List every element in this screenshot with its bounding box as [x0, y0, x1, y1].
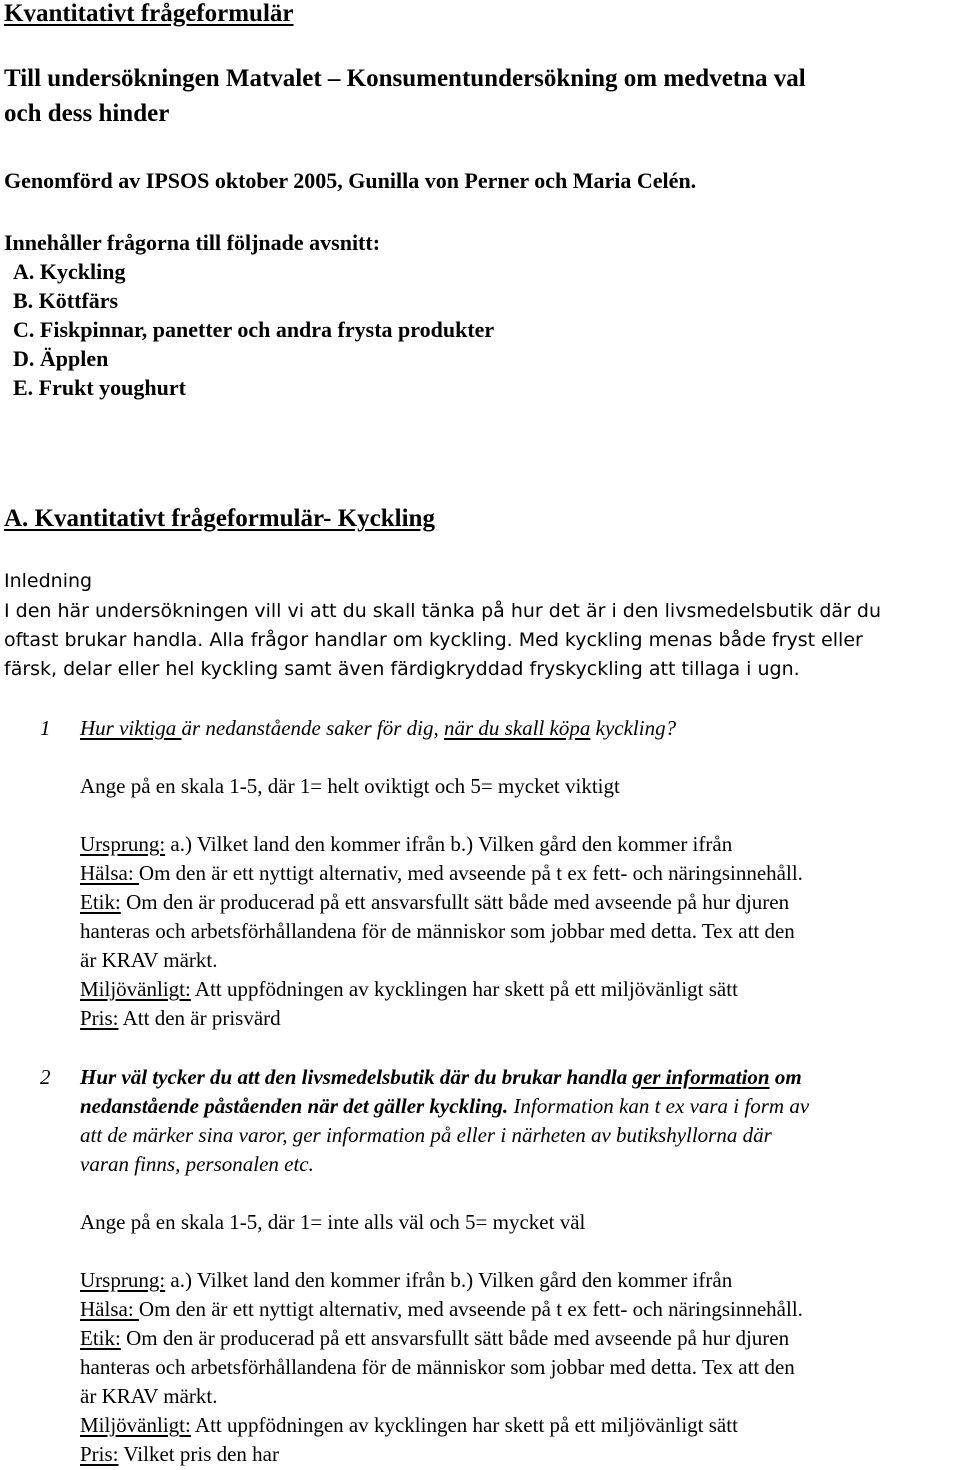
q2-bold-line-2: nedanstående påståenden när det gäller kyckling.	[80, 1094, 509, 1118]
question-1-part-2: är nedanstående saker för dig,	[181, 716, 444, 740]
q1-env-text: Att uppfödningen av kycklingen har skett på ett miljövänligt sätt	[190, 977, 738, 1001]
q2-health-text: Om den är ett nyttigt alternativ, med avseende på t ex fett- och näringsinnehåll.	[138, 1297, 803, 1321]
intro-line-1: I den här undersökningen vill vi att du skall tänka på hur det är i den livsmedelsbutik där du	[4, 600, 881, 622]
q2-criterion-health	[80, 1297, 803, 1322]
q1-price-label: Pris:	[80, 1006, 119, 1030]
question-1-part-4: kyckling?	[590, 716, 677, 740]
q2-ethics-text-3: är KRAV märkt.	[80, 1384, 218, 1408]
q1-price-text: Att den är prisvärd	[118, 1006, 281, 1030]
q2-price-text: Vilket pris den har	[118, 1442, 279, 1466]
question-2-number: 2	[40, 1065, 51, 1089]
q2-health-label: Hälsa:	[80, 1297, 139, 1321]
q1-origin-label: Ursprung:	[80, 832, 166, 856]
q1-ethics-text-3: är KRAV märkt.	[80, 948, 218, 972]
q2-ethics-text-2: hanteras och arbetsförhållandena för de människor som jobbar med detta. Tex att den	[80, 1355, 795, 1379]
q2-ethics-text-1: Om den är producerad på ett ansvarsfullt sätt både med avseende på hur djuren	[120, 1326, 790, 1350]
question-1-scale: Ange på en skala 1-5, där 1= helt oviktigt och 5= mycket viktigt	[80, 774, 620, 798]
conducted-by: Genomförd av IPSOS oktober 2005, Gunilla von Perner och Maria Celén.	[4, 168, 697, 193]
q2-criterion-origin	[80, 1268, 732, 1293]
q1-criterion-origin	[80, 832, 732, 857]
contents-item-c: C. Fiskpinnar, panetter och andra frysta produkter	[13, 317, 495, 342]
q2-criterion-price	[80, 1442, 279, 1467]
subtitle-line-2: och dess hinder	[4, 100, 170, 127]
question-2-line-4: varan finns, personalen etc.	[80, 1152, 314, 1176]
intro-label: Inledning	[4, 570, 93, 592]
question-2-line-2	[80, 1094, 809, 1119]
q1-health-text: Om den är ett nyttigt alternativ, med avseende på t ex fett- och näringsinnehåll.	[138, 861, 803, 885]
q1-criterion-health	[80, 861, 803, 886]
question-2-line-3: att de märker sina varor, ger information på eller i närheten av butikshyllorna där	[80, 1123, 772, 1147]
q2-env-label: Miljövänligt:	[80, 1413, 191, 1437]
q1-criterion-environment	[80, 977, 738, 1002]
q1-origin-text: a.) Vilket land den kommer ifrån b.) Vilken gård den kommer ifrån	[165, 832, 733, 856]
question-1-part-3: när du skall köpa	[443, 716, 591, 740]
q1-env-label: Miljövänligt:	[80, 977, 191, 1001]
intro-line-3: färsk, delar eller hel kyckling samt även färdigkryddad fryskyckling att tillaga i ugn.	[4, 658, 800, 680]
q2-criterion-environment	[80, 1413, 738, 1438]
question-1-text	[80, 716, 676, 741]
contents-heading: Innehåller frågorna till följnade avsnitt:	[4, 230, 381, 255]
q2-env-text: Att uppfödningen av kycklingen har skett på ett miljövänligt sätt	[190, 1413, 738, 1437]
question-1-number: 1	[40, 716, 51, 740]
contents-item-e: E. Frukt youghurt	[13, 375, 186, 400]
question-2-line-1	[80, 1065, 802, 1090]
q1-ethics-label: Etik:	[80, 890, 121, 914]
subtitle-line-1: Till undersökningen Matvalet – Konsumentundersökning om medvetna val	[4, 65, 806, 92]
question-1-part-1: Hur viktiga	[80, 716, 182, 740]
q2-ethics-label: Etik:	[80, 1326, 121, 1350]
q2-italic-line-2-rest: Information kan t ex vara i form av	[508, 1094, 810, 1118]
q1-ethics-text-2: hanteras och arbetsförhållandena för de människor som jobbar med detta. Tex att den	[80, 919, 795, 943]
q2-bold-part-1: Hur väl tycker du att den livsmedelsbutik där du brukar handla	[80, 1065, 633, 1089]
contents-item-a: A. Kyckling	[13, 259, 126, 284]
q1-criterion-price	[80, 1006, 281, 1031]
contents-item-d: D. Äpplen	[13, 346, 109, 371]
q2-bold-underlined: ger information	[632, 1065, 770, 1089]
document-title: Kvantitativt frågeformulär	[4, 0, 294, 27]
contents-item-b: B. Köttfärs	[13, 288, 119, 313]
intro-line-2: oftast brukar handla. Alla frågor handlar om kyckling. Med kyckling menas både fryst eller	[4, 629, 863, 651]
q2-criterion-ethics	[80, 1326, 789, 1351]
section-heading: A. Kvantitativt frågeformulär- Kyckling	[4, 505, 435, 532]
q1-criterion-ethics	[80, 890, 789, 915]
q2-origin-text: a.) Vilket land den kommer ifrån b.) Vilken gård den kommer ifrån	[165, 1268, 733, 1292]
q2-origin-label: Ursprung:	[80, 1268, 166, 1292]
q1-ethics-text-1: Om den är producerad på ett ansvarsfullt sätt både med avseende på hur djuren	[120, 890, 790, 914]
q1-health-label: Hälsa:	[80, 861, 139, 885]
question-2-scale: Ange på en skala 1-5, där 1= inte alls väl och 5= mycket väl	[80, 1210, 586, 1234]
q2-bold-part-2: om	[769, 1065, 802, 1089]
q2-price-label: Pris:	[80, 1442, 119, 1466]
